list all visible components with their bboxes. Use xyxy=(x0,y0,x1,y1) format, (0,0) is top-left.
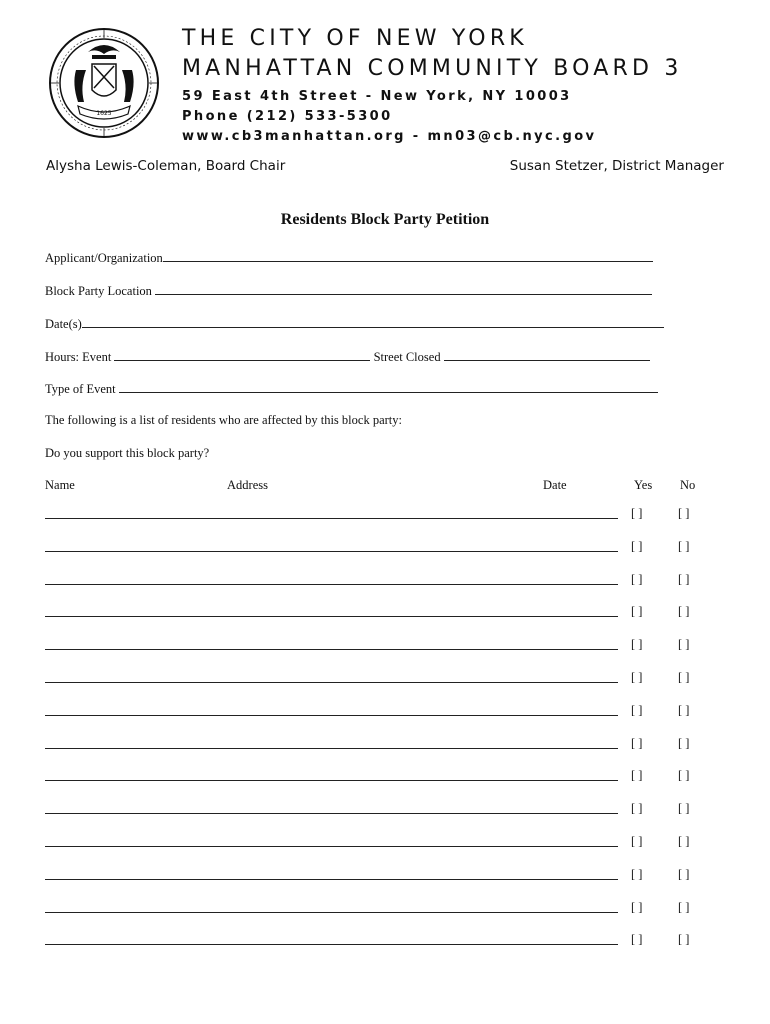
hours-label: Hours: Event xyxy=(45,350,112,364)
resident-row xyxy=(45,801,725,834)
yes-checkbox[interactable]: [ ] xyxy=(631,637,643,652)
resident-row xyxy=(45,506,725,539)
city-seal-icon xyxy=(48,24,160,142)
resident-row xyxy=(45,867,725,900)
no-checkbox[interactable]: [ ] xyxy=(678,899,690,914)
event-type-label: Type of Event xyxy=(45,382,116,396)
column-no: No xyxy=(680,478,696,492)
no-checkbox[interactable]: [ ] xyxy=(678,506,690,520)
yes-checkbox[interactable]: [ ] xyxy=(631,506,643,520)
resident-row xyxy=(45,604,725,637)
resident-row xyxy=(45,834,725,867)
street-closed-label: Street Closed xyxy=(373,350,441,364)
resident-entry-line[interactable] xyxy=(45,879,618,880)
resident-row xyxy=(45,637,725,670)
column-yes: Yes xyxy=(634,478,653,492)
resident-entry-line[interactable] xyxy=(45,616,618,617)
applicant-field xyxy=(45,249,653,266)
no-checkbox[interactable]: [ ] xyxy=(678,735,690,750)
column-date: Date xyxy=(543,478,567,492)
resident-rows xyxy=(45,506,725,965)
resident-row xyxy=(45,670,725,703)
resident-row xyxy=(45,703,725,736)
resident-entry-line[interactable] xyxy=(45,944,618,945)
resident-entry-line[interactable] xyxy=(45,748,618,749)
applicant-line[interactable] xyxy=(163,249,653,262)
no-checkbox[interactable]: [ ] xyxy=(678,866,690,881)
resident-entry-line[interactable] xyxy=(45,682,618,683)
yes-checkbox[interactable]: [ ] xyxy=(631,768,643,783)
board-chair: Alysha Lewis-Coleman, Board Chair xyxy=(46,158,286,174)
yes-checkbox[interactable]: [ ] xyxy=(631,932,643,947)
yes-checkbox[interactable]: [ ] xyxy=(631,735,643,750)
no-checkbox[interactable]: [ ] xyxy=(678,801,690,816)
no-checkbox[interactable]: [ ] xyxy=(678,768,690,783)
letterhead xyxy=(0,0,770,150)
board-phone: Phone (212) 533-5300 xyxy=(182,109,393,124)
no-checkbox[interactable]: [ ] xyxy=(678,669,690,684)
hours-line[interactable] xyxy=(114,348,370,361)
resident-row xyxy=(45,768,725,801)
board-web-email: www.cb3manhattan.org - mn03@cb.nyc.gov xyxy=(182,129,597,144)
resident-entry-line[interactable] xyxy=(45,912,618,913)
no-checkbox[interactable]: [ ] xyxy=(678,538,690,553)
location-line[interactable] xyxy=(155,282,652,295)
yes-checkbox[interactable]: [ ] xyxy=(631,702,643,717)
no-checkbox[interactable]: [ ] xyxy=(678,637,690,652)
resident-entry-line[interactable] xyxy=(45,518,618,519)
hours-field xyxy=(45,348,650,365)
resident-entry-line[interactable] xyxy=(45,584,618,585)
yes-checkbox[interactable]: [ ] xyxy=(631,866,643,881)
resident-row xyxy=(45,539,725,572)
board-name: MANHATTAN COMMUNITY BOARD 3 xyxy=(182,56,683,81)
event-type-field xyxy=(45,380,658,397)
resident-entry-line[interactable] xyxy=(45,715,618,716)
event-type-line[interactable] xyxy=(119,380,658,393)
board-address: 59 East 4th Street - New York, NY 10003 xyxy=(182,89,572,104)
location-field xyxy=(45,282,652,299)
resident-entry-line[interactable] xyxy=(45,813,618,814)
yes-checkbox[interactable]: [ ] xyxy=(631,604,643,619)
yes-checkbox[interactable]: [ ] xyxy=(631,833,643,848)
resident-entry-line[interactable] xyxy=(45,649,618,650)
resident-entry-line[interactable] xyxy=(45,551,618,552)
no-checkbox[interactable]: [ ] xyxy=(678,932,690,947)
page-title: Residents Block Party Petition xyxy=(280,211,490,228)
resident-entry-line[interactable] xyxy=(45,780,618,781)
district-manager: Susan Stetzer, District Manager xyxy=(509,158,724,174)
svg-text:1625: 1625 xyxy=(96,110,112,117)
resident-entry-line[interactable] xyxy=(45,846,618,847)
resident-row xyxy=(45,932,725,965)
street-closed-line[interactable] xyxy=(444,348,650,361)
no-checkbox[interactable]: [ ] xyxy=(678,571,690,586)
resident-row xyxy=(45,900,725,933)
applicant-label: Applicant/Organization xyxy=(45,251,163,265)
dates-label: Date(s) xyxy=(45,317,82,331)
city-name: THE CITY OF NEW YORK xyxy=(182,26,528,51)
resident-row xyxy=(45,572,725,605)
yes-checkbox[interactable]: [ ] xyxy=(631,899,643,914)
resident-row xyxy=(45,736,725,769)
yes-checkbox[interactable]: [ ] xyxy=(631,571,643,586)
no-checkbox[interactable]: [ ] xyxy=(678,702,690,717)
no-checkbox[interactable]: [ ] xyxy=(678,833,690,848)
yes-checkbox[interactable]: [ ] xyxy=(631,538,643,553)
yes-checkbox[interactable]: [ ] xyxy=(631,669,643,684)
board-heading xyxy=(182,24,683,147)
yes-checkbox[interactable]: [ ] xyxy=(631,801,643,816)
column-address: Address xyxy=(227,478,268,492)
support-question: Do you support this block party? xyxy=(45,446,210,460)
intro-text: The following is a list of residents who are affected by this block party: xyxy=(45,413,402,427)
dates-field xyxy=(45,315,664,332)
dates-line[interactable] xyxy=(82,315,664,328)
column-name: Name xyxy=(45,478,75,492)
location-label: Block Party Location xyxy=(45,284,152,298)
no-checkbox[interactable]: [ ] xyxy=(678,604,690,619)
